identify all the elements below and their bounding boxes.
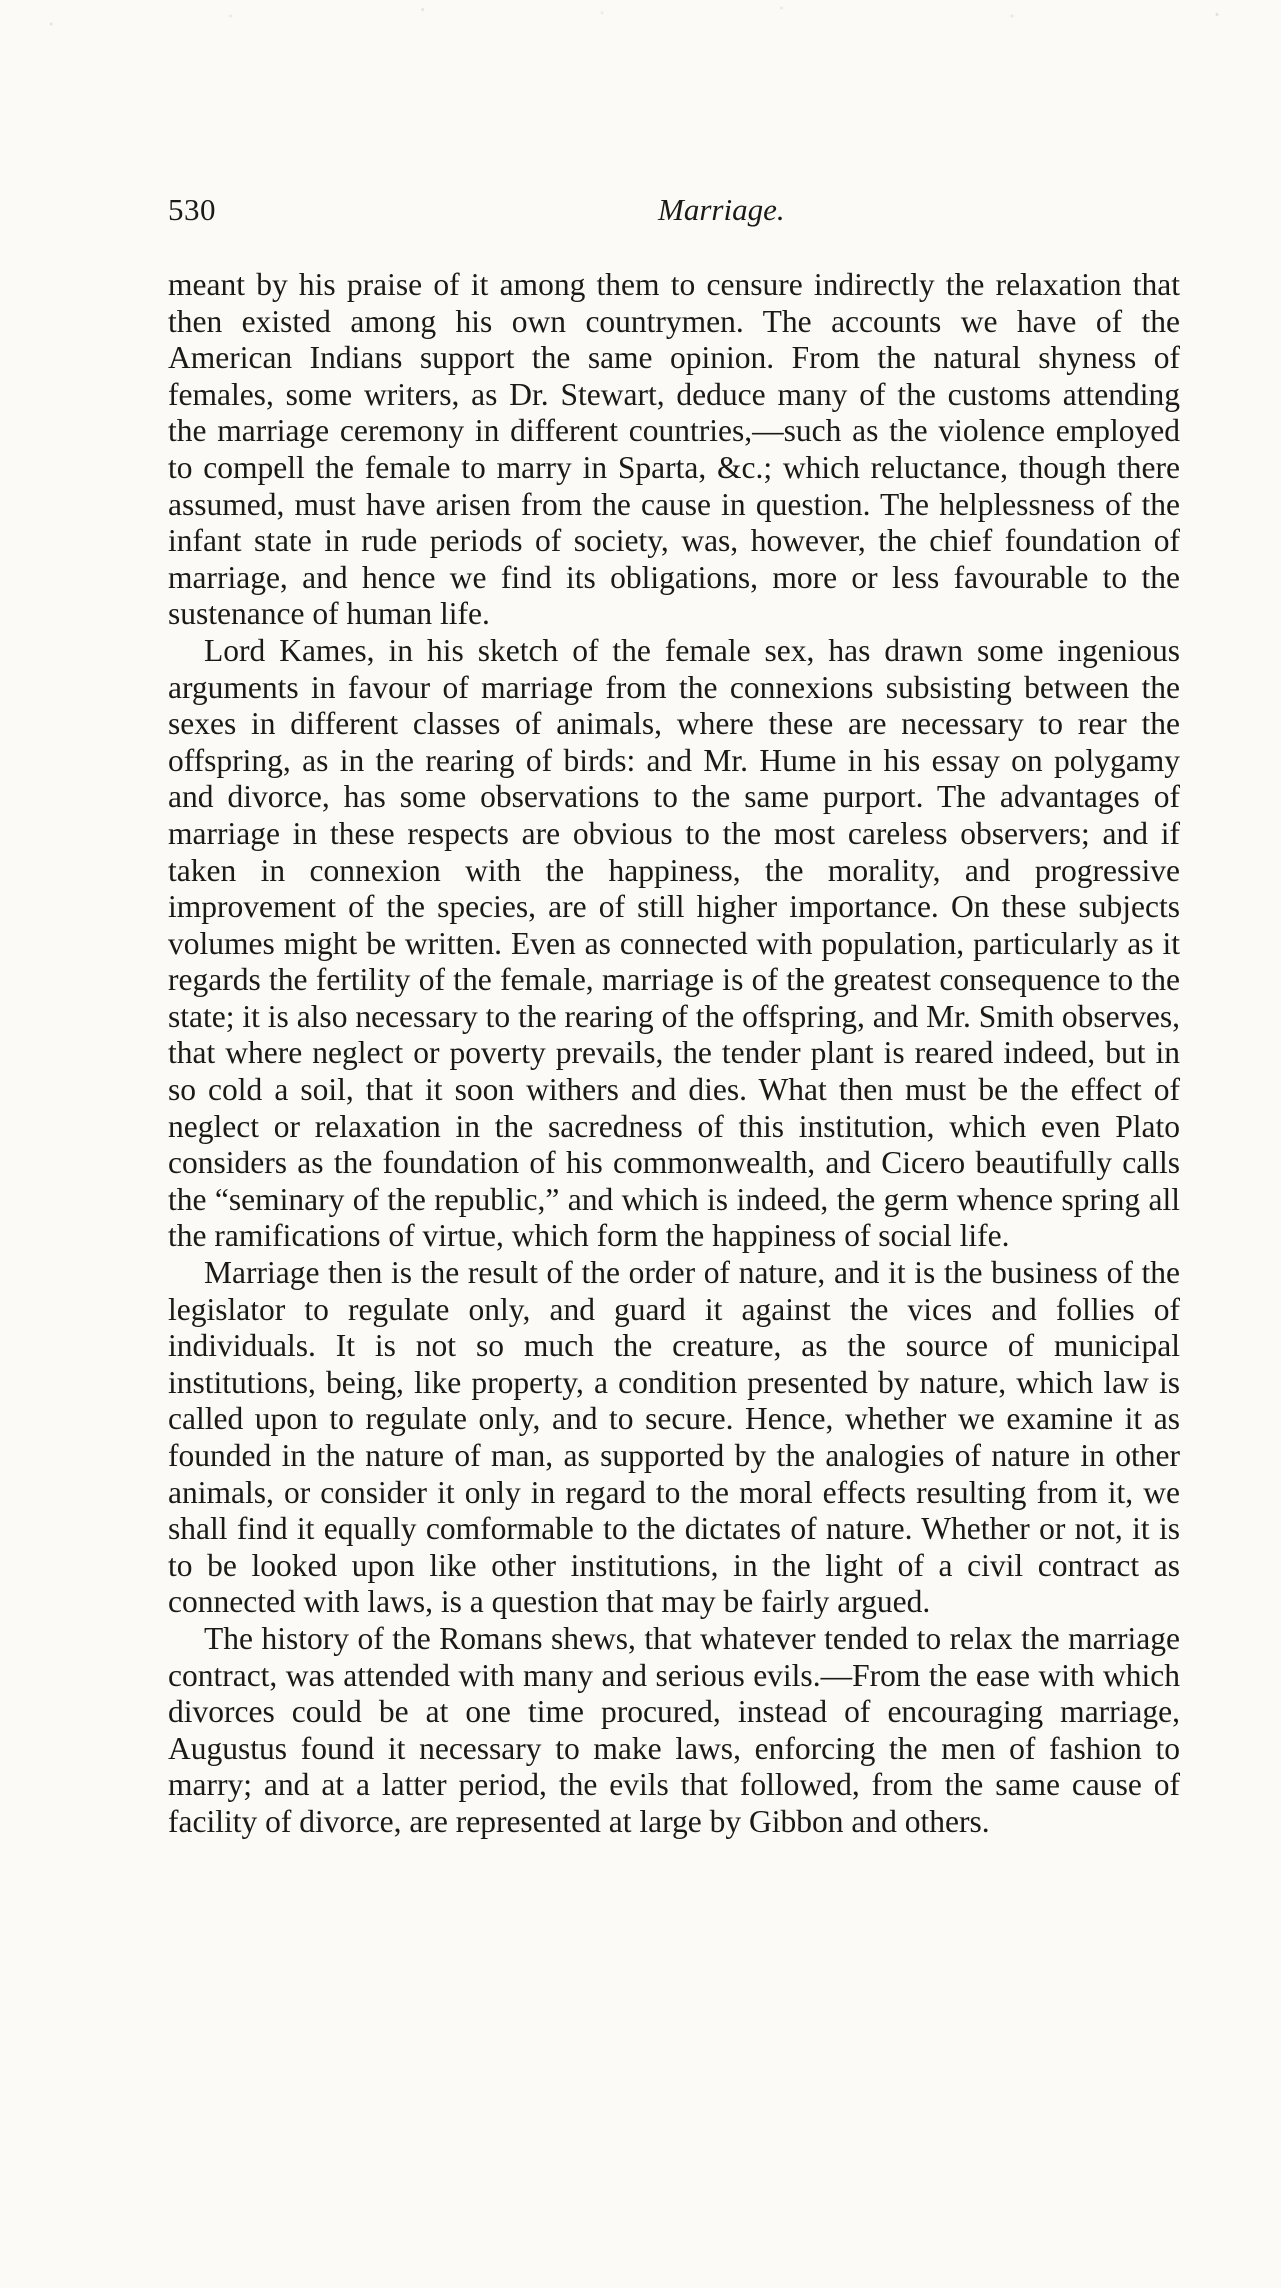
paragraph: meant by his praise of it among them to censure indirectly the relaxation that then existed among his own countrymen. The accounts we have of the American Indians support the same opinion. From the natural shyness of females, some writers, as Dr. Stewart, deduce many of the customs attending the marriage ceremony in different countries,—such as the violence employed to compell the female to marry in Sparta, &c.; which reluctance, though there assumed, must have arisen from the cause in question. The helplessness of the infant state in rude periods of society, was, however, the chief foundation of marriage, and hence we find its obligations, more or less favourable to the sustenance of human life.: [168, 267, 1180, 632]
page-header: [168, 190, 1180, 240]
paragraph: The history of the Romans shews, that whatever tended to relax the marriage contract, was attended with many and serious evils.—From the ease with which divorces could be at one time procured, instead of encouraging marriage, Augustus found it necessary to make laws, enforcing the men of fashion to marry; and at a latter period, the evils that followed, from the same cause of facility of divorce, are represented at large by Gibbon and others.: [168, 1620, 1180, 1839]
running-title: Marriage.: [658, 192, 785, 227]
paragraph: Marriage then is the result of the order of nature, and it is the business of the legislator to regulate only, and guard it against the vices and follies of individuals. It is not so much the creature, as the source of municipal institutions, being, like property, a condition presented by nature, which law is called upon to regulate only, and to secure. Hence, whether we examine it as founded in the nature of man, as supported by the analogies of nature in other animals, or consider it only in regard to the moral effects resulting from it, we shall find it equally comformable to the dictates of nature. Whether or not, it is to be looked upon like other institutions, in the light of a civil contract as connected with laws, is a question that may be fairly argued.: [168, 1255, 1180, 1620]
body-text: [168, 267, 1180, 1841]
paragraph: Lord Kames, in his sketch of the female sex, has drawn some ingenious arguments in favour of marriage from the connexions subsisting between the sexes in different classes of animals, where these are necessary to rear the offspring, as in the rearing of birds: and Mr. Hume in his essay on polygamy and divorce, has some observations to the same purport. The advantages of marriage in these respects are obvious to the most careless observers; and if taken in connexion with the happiness, the morality, and progressive improvement of the species, are of still higher importance. On these subjects volumes might be written. Even as connected with population, particularly as it regards the fertility of the female, marriage is of the greatest consequence to the state; it is also necessary to the rearing of the offspring, and Mr. Smith observes, that where neglect or poverty prevails, the tender plant is reared indeed, but in so cold a soil, that it soon withers and dies. What then must be the effect of neglect or relaxation in the sacredness of this institution, which even Plato considers as the foundation of his commonwealth, and Cicero beautifully calls the “seminary of the republic,” and which is indeed, the germ whence spring all the ramifications of virtue, which form the happiness of social life.: [168, 632, 1180, 1254]
page-scan-speckles: [0, 0, 1281, 80]
page-number: 530: [168, 192, 216, 227]
